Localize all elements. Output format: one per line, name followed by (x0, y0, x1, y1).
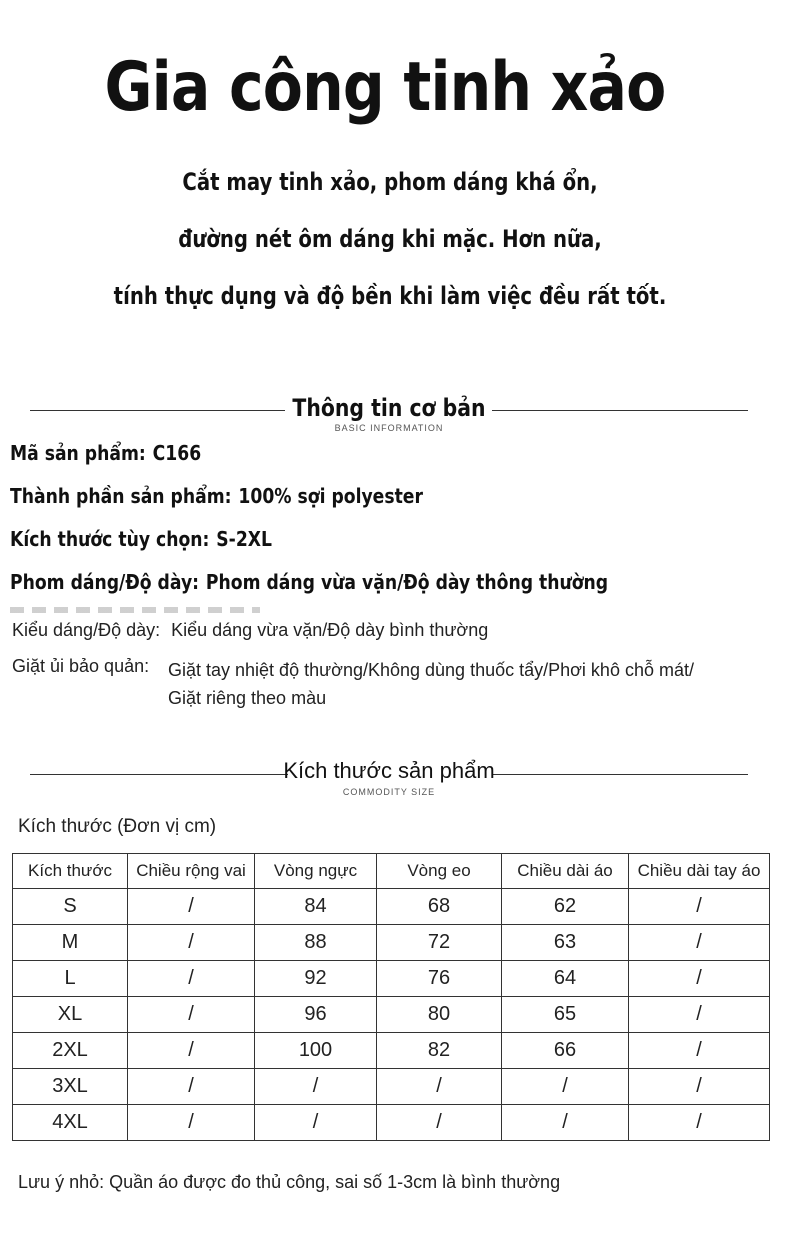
care-value-line-2: Giặt riêng theo màu (168, 688, 327, 708)
spec-label: Kích thước tùy chọn: (10, 527, 210, 551)
table-cell: S (13, 889, 128, 925)
table-cell: / (255, 1069, 377, 1105)
table-cell: / (128, 997, 255, 1033)
size-section-header (30, 758, 748, 798)
section-title: Kích thước sản phẩm (283, 758, 495, 783)
table-cell: 88 (255, 925, 377, 961)
table-cell: / (128, 1069, 255, 1105)
spec-value: S-2XL (216, 527, 273, 551)
table-cell: 82 (377, 1033, 502, 1069)
care-value-line-1: Giặt tay nhiệt độ thường/Không dùng thuốc tẩy/Phơi khô chỗ mát/ (168, 660, 694, 680)
table-cell: 72 (377, 925, 502, 961)
care-value (168, 656, 768, 712)
care-label: Giặt ủi bảo quản: (12, 656, 150, 676)
table-row (13, 997, 770, 1033)
section-title: Thông tin cơ bản (292, 394, 486, 422)
table-row (13, 889, 770, 925)
size-table (12, 853, 770, 1141)
table-cell: / (128, 961, 255, 997)
table-cell: / (377, 1105, 502, 1141)
table-cell: / (629, 1069, 770, 1105)
table-cell: 92 (255, 961, 377, 997)
table-cell: 3XL (13, 1069, 128, 1105)
table-row (13, 961, 770, 997)
table-cell: / (629, 889, 770, 925)
spec-label: Phom dáng/Độ dày: (10, 570, 200, 594)
table-cell: 68 (377, 889, 502, 925)
spec-value: 100% sợi polyester (238, 484, 423, 508)
table-row (13, 1033, 770, 1069)
spec-label: Mã sản phẩm: (10, 441, 146, 465)
style-row (12, 620, 488, 641)
spec-label: Thành phần sản phẩm: (10, 484, 232, 508)
section-subtitle: BASIC INFORMATION (334, 423, 444, 433)
table-cell: 96 (255, 997, 377, 1033)
basic-info-header (30, 394, 748, 434)
column-header: Vòng eo (377, 854, 502, 889)
table-cell: / (128, 925, 255, 961)
table-cell: / (629, 1033, 770, 1069)
table-cell: 62 (502, 889, 629, 925)
table-cell: 84 (255, 889, 377, 925)
column-header: Chiều rộng vai (128, 854, 255, 889)
spec-value: Phom dáng vừa vặn/Độ dày thông thường (205, 570, 609, 594)
column-header: Chiều dài áo (502, 854, 629, 889)
table-cell: XL (13, 997, 128, 1033)
table-cell: 100 (255, 1033, 377, 1069)
table-cell: / (629, 1105, 770, 1141)
style-value: Kiểu dáng vừa vặn/Độ dày bình thường (171, 620, 489, 640)
table-cell: / (629, 997, 770, 1033)
measurement-note: Lưu ý nhỏ: Quần áo được đo thủ công, sai số 1-3cm là bình thường (18, 1172, 561, 1192)
table-cell: 66 (502, 1033, 629, 1069)
table-cell: 65 (502, 997, 629, 1033)
hero-line-3: tính thực dụng và độ bền khi làm việc đều rất tốt. (113, 282, 667, 310)
column-header: Kích thước (13, 854, 128, 889)
table-cell: L (13, 961, 128, 997)
table-row (13, 1069, 770, 1105)
table-cell: / (255, 1105, 377, 1141)
table-cell: / (502, 1105, 629, 1141)
table-cell: / (128, 1105, 255, 1141)
table-header-row (13, 854, 770, 889)
table-cell: 4XL (13, 1105, 128, 1141)
spec-row-code (10, 441, 201, 465)
column-header: Vòng ngực (255, 854, 377, 889)
table-row (13, 1105, 770, 1141)
spec-row-sizes (10, 527, 272, 551)
table-cell: / (629, 925, 770, 961)
table-cell: / (128, 889, 255, 925)
table-cell: 2XL (13, 1033, 128, 1069)
cut-text-fragment (10, 607, 260, 613)
table-cell: 64 (502, 961, 629, 997)
table-cell: / (629, 961, 770, 997)
table-cell: 76 (377, 961, 502, 997)
hero-line-2: đường nét ôm dáng khi mặc. Hơn nữa, (178, 225, 602, 253)
style-label: Kiểu dáng/Độ dày: (12, 620, 161, 640)
table-cell: / (128, 1033, 255, 1069)
hero-line-1: Cắt may tinh xảo, phom dáng khá ổn, (182, 168, 598, 196)
table-cell: / (502, 1069, 629, 1105)
hero-title: Gia công tinh xảo (104, 48, 666, 127)
unit-caption: Kích thước (Đơn vị cm) (18, 816, 217, 837)
section-subtitle: COMMODITY SIZE (342, 787, 436, 797)
table-cell: 80 (377, 997, 502, 1033)
table-cell: / (377, 1069, 502, 1105)
spec-value: C166 (152, 441, 202, 465)
table-cell: M (13, 925, 128, 961)
spec-row-material (10, 484, 423, 508)
table-row (13, 925, 770, 961)
spec-row-fit (10, 570, 608, 594)
table-cell: 63 (502, 925, 629, 961)
column-header: Chiều dài tay áo (629, 854, 770, 889)
